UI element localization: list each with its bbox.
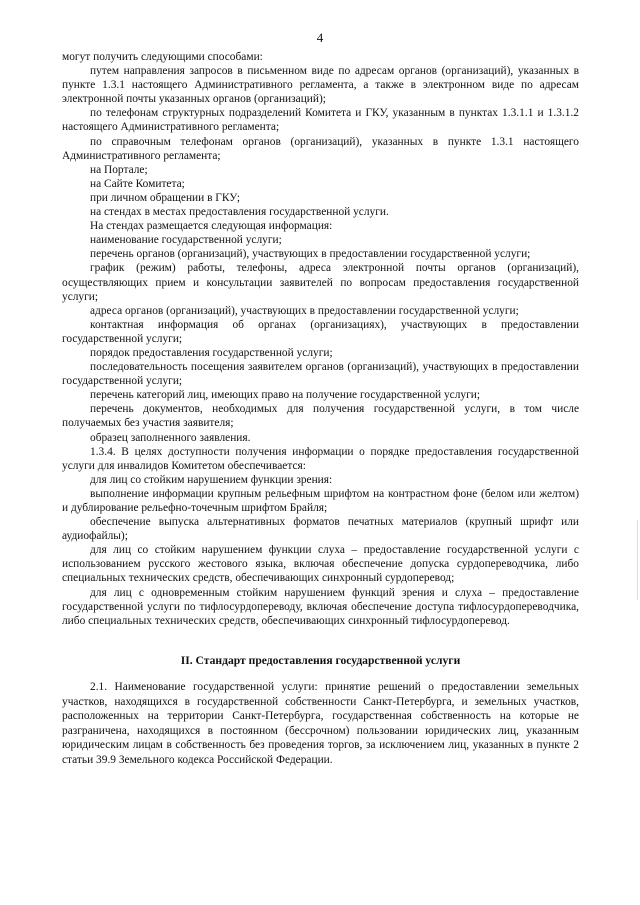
paragraph: порядок предоставления государственной услуги; — [90, 346, 333, 359]
section-paragraph: 2.1. Наименование государственной услуги: принятие решений о предоставлении земельных участков, находящихся в государственной собственности Санкт-Петербурга, и земельных участков, расположенных на территории Санкт-Петербурга, государственная собственность на которые не разграничена, находящихся в постоянном (бессрочном) пользовании юридических лиц, указанным юридическим лицам в собственность без проведения торгов, за исключением лиц, указанных в пункте 2 статьи 39.9 Земельного кодекса Российской Федерации. — [62, 680, 579, 766]
section-heading: II. Стандарт предоставления государственной услуги — [180, 653, 461, 667]
paragraph: для лиц со стойким нарушением функции слуха – предоставление государственной услуги с использованием русского жестового языка, включая обеспечение допуска сурдопереводчика, либо специальных технических средств, обеспечивающих синхронный сурдоперевод; — [62, 544, 579, 585]
paragraph: по справочным телефонам органов (организаций), указанных в пункте 1.3.1 настоящего Административного регламента; — [62, 135, 579, 162]
paragraph: на Сайте Комитета; — [90, 177, 185, 190]
paragraph: могут получить следующими способами: — [62, 51, 263, 63]
paragraph: на стендах в местах предоставления государственной услуги. — [90, 206, 389, 219]
scan-artifact-line — [637, 520, 638, 600]
paragraph: перечень категорий лиц, имеющих право на получение государственной услуги; — [90, 389, 481, 402]
paragraph: последовательность посещения заявителем органов (организаций), участвующих в предоставлении государственной услуги; — [62, 361, 579, 388]
paragraph: при личном обращении в ГКУ; — [90, 191, 241, 204]
paragraph: на Портале; — [90, 163, 148, 176]
paragraph: образец заполненного заявления. — [90, 431, 251, 444]
paragraph: обеспечение выпуска альтернативных форматов печатных материалов (крупный шрифт или аудиофайлы); — [62, 516, 579, 543]
document-body — [62, 50, 579, 768]
paragraph: выполнение информации крупным рельефным шрифтом на контрастном фоне (белом или желтом) и дублирование рельефно-точечным шрифтом Брайля; — [62, 487, 579, 514]
paragraph: На стендах размещается следующая информация: — [90, 220, 333, 233]
paragraph: контактная информация об органах (организациях), участвующих в предоставлении государственной услуги; — [62, 318, 579, 345]
paragraph: путем направления запросов в письменном виде по адресам органов (организаций), указанных в пункте 1.3.1 настоящего Административного регламента, а также в электронном виде по адресам электронной почты указанных органов (организаций); — [62, 65, 579, 106]
paragraph: по телефонам структурных подразделений Комитета и ГКУ, указанным в пунктах 1.3.1.1 и 1.3.1.2 настоящего Административного регламента; — [62, 107, 579, 134]
paragraph: перечень документов, необходимых для получения государственной услуги, в том числе получаемых без участия заявителя; — [62, 403, 579, 430]
paragraph: для лиц с одновременным стойким нарушением функций зрения и слуха – предоставление государственной услуги по тифлосурдопереводу, включая обеспечение доступа тифлосурдопереводчика, либо специальных технических средств, обеспечивающих синхронный тифлосурдоперевод. — [62, 586, 579, 627]
paragraph: 1.3.4. В целях доступности получения информации о порядке предоставления государственной услуги для инвалидов Комитетом обеспечивается: — [62, 445, 579, 472]
paragraph: адреса органов (организаций), участвующих в предоставлении государственной услуги; — [90, 304, 519, 317]
paragraph: наименование государственной услуги; — [90, 234, 282, 247]
paragraph: перечень органов (организаций), участвующих в предоставлении государственной услуги; — [90, 248, 531, 261]
page-number: 4 — [316, 30, 324, 45]
paragraph: для лиц со стойким нарушением функции зрения: — [90, 473, 333, 486]
paragraph: график (режим) работы, телефоны, адреса электронной почты органов (организаций), осуществляющих прием и консультации заявителей по вопросам предоставления государственной услуги; — [62, 262, 579, 303]
